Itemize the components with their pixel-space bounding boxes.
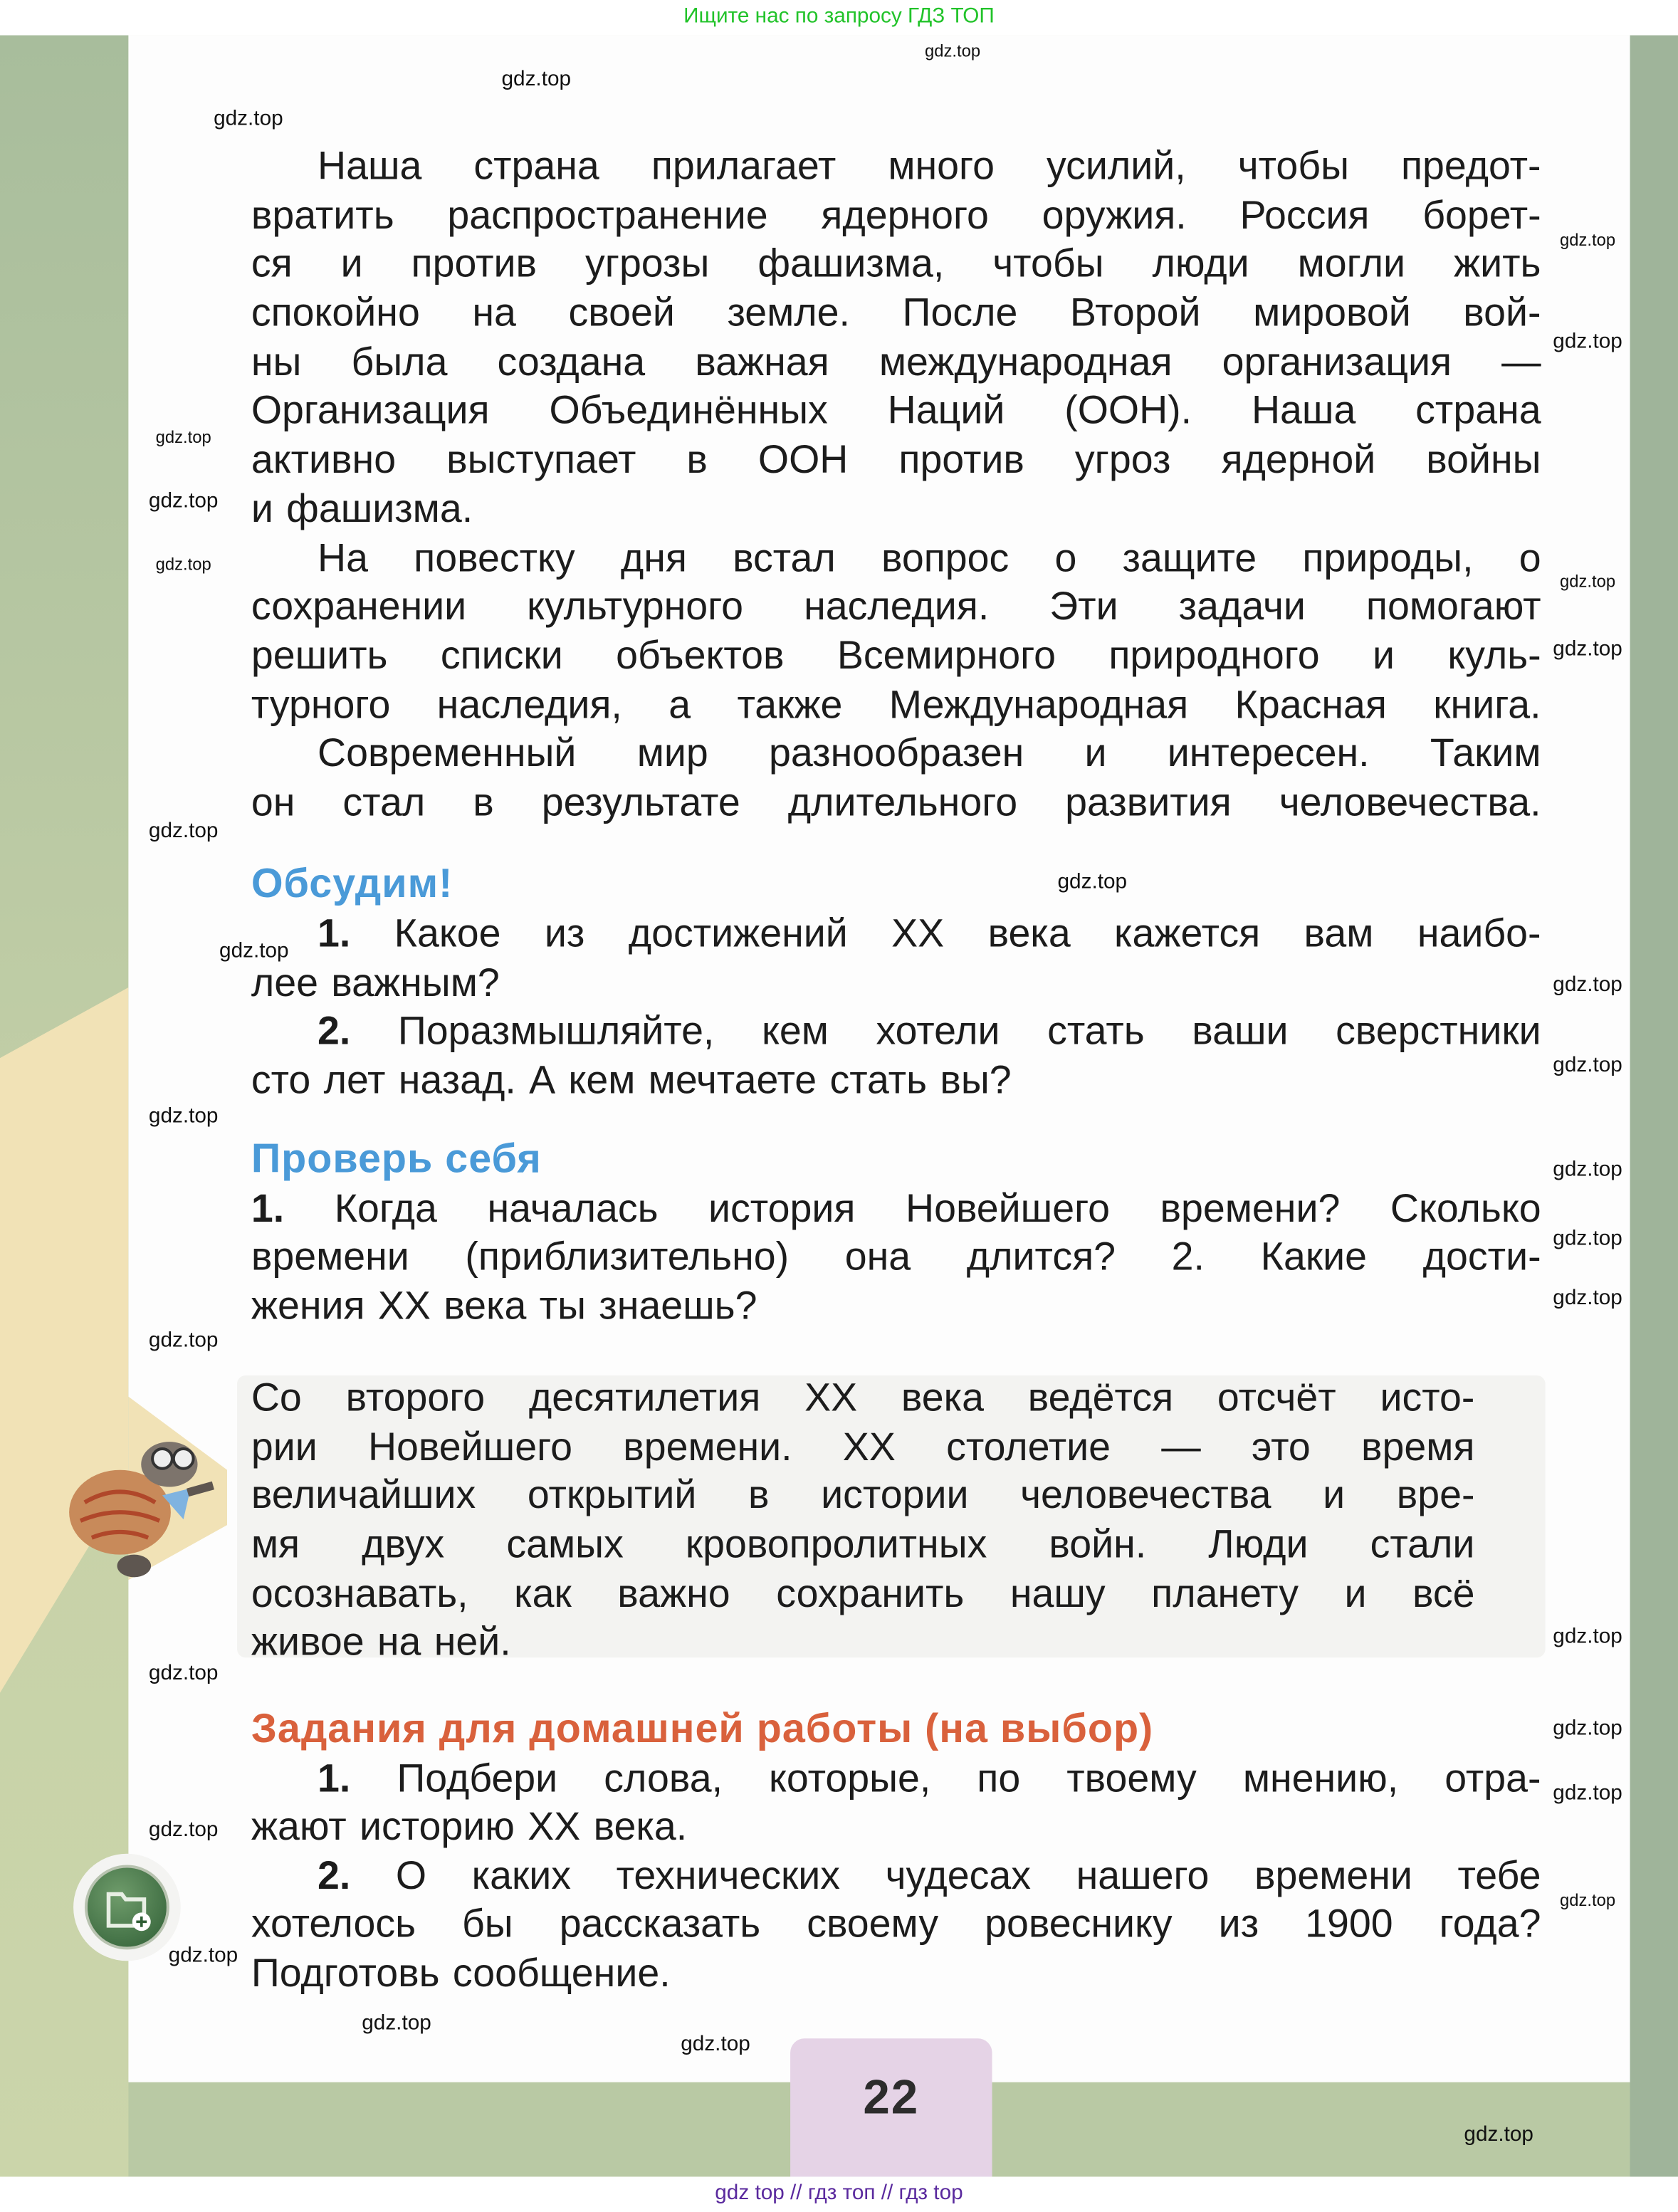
watermark: gdz.top <box>148 1661 219 1685</box>
word: которые, <box>769 1756 931 1800</box>
watermark: gdz.top <box>148 1818 219 1842</box>
item-number-wrap <box>318 1755 350 1803</box>
word: распространение <box>447 193 768 237</box>
word: могли <box>1297 241 1406 285</box>
word: сверстники <box>1336 1008 1541 1053</box>
word: Новейшего <box>905 1186 1110 1230</box>
watermark: gdz.top <box>1464 2122 1533 2147</box>
word: ровеснику <box>985 1902 1173 1946</box>
word: ядерного <box>821 193 989 237</box>
word: — <box>1501 340 1541 384</box>
text-line <box>251 1185 1541 1232</box>
word: важным? <box>331 960 500 1005</box>
word: человечества <box>1020 1472 1271 1517</box>
word: защите <box>1122 535 1257 580</box>
word: встал <box>733 535 836 580</box>
word: также <box>737 683 843 727</box>
word: создана <box>497 340 646 384</box>
word: страна <box>473 144 599 188</box>
text-line <box>251 1057 1541 1104</box>
word: дости- <box>1422 1234 1541 1279</box>
word: хотели <box>876 1008 1000 1053</box>
word: вре- <box>1396 1472 1475 1517</box>
word: угрозы <box>584 241 710 285</box>
heading-homework: Задания для домашней работы (на выбор) <box>251 1707 1154 1753</box>
text-line <box>318 535 1541 582</box>
text-line <box>251 339 1541 387</box>
word: отсчёт <box>1217 1375 1336 1420</box>
text-line <box>251 1618 1541 1666</box>
word: После <box>902 290 1018 335</box>
watermark: gdz.top <box>1553 1157 1622 1182</box>
word: времени. <box>623 1425 792 1469</box>
watermark: gdz.top <box>501 67 572 91</box>
word: века. <box>593 1804 688 1848</box>
word: Второй <box>1069 290 1201 335</box>
word: книга. <box>1433 683 1541 727</box>
page-number: 22 <box>863 2070 920 2125</box>
folder-plus-icon <box>88 1868 167 1947</box>
word: самых <box>506 1522 624 1566</box>
word: хотелось <box>251 1902 416 1946</box>
word: Наций <box>887 387 1005 432</box>
word: природы, <box>1302 535 1474 580</box>
text-line <box>251 1423 1475 1471</box>
word: каких <box>471 1853 572 1898</box>
word: лее <box>251 960 318 1005</box>
word: как <box>514 1571 572 1615</box>
text-line <box>251 1233 1541 1281</box>
word: стали <box>1370 1522 1475 1566</box>
word: столетие <box>946 1425 1111 1469</box>
word: истории <box>821 1472 969 1517</box>
word: он <box>251 780 295 824</box>
watermark: gdz.top <box>1057 869 1128 894</box>
word: ты <box>539 1284 586 1328</box>
word: исто- <box>1380 1375 1475 1420</box>
word: на <box>377 1619 421 1664</box>
word: жают <box>251 1804 347 1848</box>
word: в <box>686 437 708 481</box>
word: Россия <box>1239 193 1370 237</box>
word: разнообразен <box>769 730 1024 775</box>
word: О <box>395 1853 427 1898</box>
word: жить <box>1453 241 1541 285</box>
word: из <box>1218 1902 1259 1946</box>
word: вратить <box>251 193 394 237</box>
word: фашизма, <box>757 241 945 285</box>
word: важная <box>695 340 829 384</box>
word: ведётся <box>1027 1375 1174 1420</box>
word: сто <box>251 1058 311 1102</box>
item-number-wrap <box>318 1007 350 1055</box>
word: осознавать, <box>251 1571 468 1615</box>
word: ны <box>251 340 302 384</box>
word: результате <box>541 780 740 824</box>
word: Подготовь <box>251 1951 440 1995</box>
word: Люди <box>1208 1522 1309 1566</box>
word: мечтаете <box>648 1058 817 1102</box>
word: величайших <box>251 1472 476 1517</box>
watermark: gdz.top <box>1560 1890 1616 1910</box>
word: Поразмышляйте, <box>397 1008 715 1053</box>
word: второго <box>345 1375 486 1420</box>
word: списки <box>440 633 563 678</box>
word: нашу <box>1010 1571 1106 1615</box>
word: Когда <box>334 1186 437 1230</box>
word: отра- <box>1444 1756 1541 1800</box>
word: Объединённых <box>549 387 828 432</box>
text-line <box>318 1007 1541 1055</box>
word: ООН <box>757 437 849 481</box>
text-line <box>251 240 1541 288</box>
word: стал <box>342 780 426 824</box>
word: объектов <box>616 633 785 678</box>
word: природного <box>1108 633 1320 678</box>
word: против <box>898 437 1024 481</box>
text-line <box>251 779 1541 827</box>
watermark: gdz.top <box>155 554 211 575</box>
word: задачи <box>1178 584 1306 628</box>
word: назад. <box>398 1058 516 1102</box>
word: наибо- <box>1417 911 1541 955</box>
word: Всемирного <box>837 633 1056 678</box>
word: ядерной <box>1221 437 1376 481</box>
text-line <box>318 910 1541 958</box>
word: активно <box>251 437 397 481</box>
item-number-wrap <box>318 1852 350 1900</box>
word: Таким <box>1430 730 1541 775</box>
heading-discuss: Обсудим! <box>251 861 453 908</box>
word: бы <box>462 1902 513 1946</box>
word: это <box>1251 1425 1311 1469</box>
word: времени <box>251 1234 409 1279</box>
word: лет <box>323 1058 386 1102</box>
word: двух <box>362 1522 445 1566</box>
item-number-wrap <box>251 1185 284 1232</box>
word: мнению, <box>1242 1756 1399 1800</box>
text-line <box>251 959 1541 1007</box>
word: страна <box>1415 387 1541 432</box>
word: На <box>318 535 368 580</box>
text-line <box>251 1900 1541 1948</box>
text-line <box>251 1374 1475 1422</box>
word: началась <box>487 1186 659 1230</box>
item-number: 1. <box>318 1756 351 1800</box>
text-line <box>251 1472 1475 1519</box>
word: тебе <box>1457 1853 1541 1898</box>
word: из <box>544 911 585 955</box>
word: земле. <box>727 290 850 335</box>
text-line <box>251 387 1541 434</box>
top-banner[interactable]: Ищите нас по запросу ГДЗ ТОП <box>0 0 1678 36</box>
word: Какие <box>1260 1234 1368 1279</box>
word: оружия. <box>1042 193 1187 237</box>
word: время <box>1361 1425 1475 1469</box>
word: и <box>1344 1571 1367 1615</box>
word: чтобы <box>992 241 1104 285</box>
word: и <box>251 486 273 531</box>
word: вы? <box>940 1058 1012 1102</box>
word: в <box>473 780 494 824</box>
watermark: gdz.top <box>219 938 289 963</box>
text-line <box>318 142 1541 190</box>
watermark: gdz.top <box>1553 1624 1622 1649</box>
word: культурного <box>527 584 744 628</box>
watermark: gdz.top <box>681 2032 750 2057</box>
watermark: gdz.top <box>168 1943 238 1968</box>
text-line <box>251 1803 1541 1850</box>
word: XX <box>804 1375 858 1420</box>
word: угроз <box>1074 437 1171 481</box>
word: и <box>1323 1472 1346 1517</box>
word: XX <box>377 1284 431 1328</box>
word: наследия, <box>436 683 622 727</box>
turtle-illustration-icon <box>63 1425 219 1587</box>
word: кажется <box>1114 911 1261 955</box>
watermark: gdz.top <box>148 1104 219 1128</box>
word: XX <box>528 1804 581 1848</box>
word: о <box>1519 535 1541 580</box>
word: против <box>411 241 538 285</box>
text-line <box>251 436 1541 483</box>
word: времени <box>1254 1853 1412 1898</box>
word: сохранении <box>251 584 467 628</box>
word: Красная <box>1234 683 1387 727</box>
text-line <box>251 632 1541 680</box>
word: нашего <box>1076 1853 1210 1898</box>
word: (приблизительно) <box>465 1234 790 1279</box>
word: люди <box>1152 241 1249 285</box>
word: развития <box>1065 780 1232 824</box>
text-line <box>251 1949 1541 1997</box>
word: ваши <box>1192 1008 1289 1053</box>
word: живое <box>251 1619 365 1664</box>
word: фашизма. <box>286 486 473 531</box>
watermark: gdz.top <box>214 106 283 131</box>
word: стать <box>1047 1008 1145 1053</box>
word: стать <box>829 1058 928 1102</box>
word: и <box>1084 730 1107 775</box>
word: Новейшего <box>367 1425 572 1469</box>
watermark: gdz.top <box>155 427 211 448</box>
word: Сколько <box>1390 1186 1541 1230</box>
word: XX <box>891 911 945 955</box>
word: важно <box>617 1571 730 1615</box>
word: наследия. <box>804 584 990 628</box>
word: усилий, <box>1046 144 1186 188</box>
item-number: 2. <box>318 1008 351 1053</box>
watermark: gdz.top <box>1553 1716 1622 1741</box>
word: в <box>748 1472 770 1517</box>
word: технических <box>616 1853 841 1898</box>
word: а <box>668 683 691 727</box>
word: и <box>1373 633 1395 678</box>
word: вам <box>1304 911 1374 955</box>
word: года? <box>1439 1902 1541 1946</box>
word: дня <box>620 535 687 580</box>
watermark: gdz.top <box>925 41 981 61</box>
text-line <box>251 192 1541 239</box>
word: о <box>1054 535 1077 580</box>
word: кем <box>568 1058 636 1102</box>
word: Наша <box>1251 387 1356 432</box>
word: человечества. <box>1279 780 1541 824</box>
item-number-wrap <box>318 910 350 958</box>
word: интересен. <box>1167 730 1370 775</box>
word: помогают <box>1365 584 1541 628</box>
watermark: gdz.top <box>1553 636 1622 661</box>
watermark: gdz.top <box>1560 571 1616 592</box>
text-line <box>251 1521 1475 1568</box>
word: А <box>529 1058 556 1102</box>
text-line <box>251 582 1541 630</box>
word: историю <box>359 1804 515 1848</box>
text-line <box>251 486 1541 533</box>
word: история <box>708 1186 856 1230</box>
word: времени? <box>1160 1186 1341 1230</box>
text-line <box>318 729 1541 777</box>
word: сохранить <box>776 1571 965 1615</box>
word: мировой <box>1253 290 1411 335</box>
word: турного <box>251 683 391 727</box>
word: 2. <box>1171 1234 1205 1279</box>
word: много <box>888 144 995 188</box>
text-line <box>251 681 1541 729</box>
word: на <box>472 290 516 335</box>
word: рии <box>251 1425 318 1469</box>
watermark: gdz.top <box>148 1328 219 1353</box>
word: сообщение. <box>452 1951 671 1995</box>
watermark: gdz.top <box>1560 229 1616 250</box>
word: ся <box>251 241 293 285</box>
word: века <box>987 911 1071 955</box>
watermark: gdz.top <box>1553 973 1622 997</box>
text-line <box>251 289 1541 337</box>
word: знаешь? <box>599 1284 757 1328</box>
word: вопрос <box>881 535 1010 580</box>
word: мир <box>636 730 708 775</box>
word: решить <box>251 633 388 678</box>
word: планету <box>1151 1571 1299 1615</box>
watermark: gdz.top <box>1553 1286 1622 1310</box>
word: она <box>844 1234 911 1279</box>
word: Наша <box>318 144 422 188</box>
word: рассказать <box>559 1902 761 1946</box>
watermark: gdz.top <box>148 819 219 843</box>
word: XX <box>842 1425 896 1469</box>
word: чтобы <box>1237 144 1349 188</box>
word: своему <box>807 1902 939 1946</box>
word: длительного <box>787 780 1018 824</box>
word: века <box>901 1375 985 1420</box>
word: десятилетия <box>528 1375 761 1420</box>
word: Какое <box>394 911 501 955</box>
word: кем <box>761 1008 829 1053</box>
word: всё <box>1412 1571 1475 1615</box>
word: жения <box>251 1284 365 1328</box>
word: предот- <box>1400 144 1541 188</box>
word: войн. <box>1049 1522 1147 1566</box>
word: Со <box>251 1375 302 1420</box>
word: Международная <box>888 683 1189 727</box>
word: Современный <box>318 730 577 775</box>
word: века <box>444 1284 527 1328</box>
watermark: gdz.top <box>1553 329 1622 354</box>
word: слова, <box>604 1756 723 1800</box>
word: войны <box>1426 437 1541 481</box>
text-line <box>318 1755 1541 1803</box>
word: борет- <box>1422 193 1541 237</box>
add-to-folder-button[interactable] <box>73 1854 181 1961</box>
word: своей <box>568 290 675 335</box>
word: чудесах <box>885 1853 1032 1898</box>
watermark: gdz.top <box>1553 1053 1622 1077</box>
word: Эти <box>1049 584 1118 628</box>
word: ней. <box>434 1619 511 1664</box>
word: — <box>1161 1425 1201 1469</box>
item-number: 2. <box>318 1853 351 1898</box>
word: куль- <box>1447 633 1541 678</box>
watermark: gdz.top <box>148 488 219 513</box>
word: выступает <box>446 437 636 481</box>
word: повестку <box>414 535 575 580</box>
item-number: 1. <box>251 1186 285 1230</box>
word: твоему <box>1066 1756 1197 1800</box>
word: достижений <box>628 911 848 955</box>
word: длится? <box>966 1234 1116 1279</box>
word: вой- <box>1463 290 1541 335</box>
word: открытий <box>527 1472 697 1517</box>
word: по <box>977 1756 1021 1800</box>
item-number: 1. <box>318 911 351 955</box>
heading-check-yourself: Проверь себя <box>251 1137 542 1183</box>
watermark: gdz.top <box>1553 1226 1622 1251</box>
watermark: gdz.top <box>1553 1781 1622 1805</box>
word: прилагает <box>651 144 837 188</box>
word: (ООН). <box>1064 387 1192 432</box>
text-line <box>251 1282 1541 1330</box>
text-line <box>251 1570 1475 1618</box>
word: спокойно <box>251 290 420 335</box>
word: Подбери <box>397 1756 558 1800</box>
watermark: gdz.top <box>362 2011 431 2035</box>
text-line <box>318 1852 1541 1900</box>
word: и <box>340 241 363 285</box>
word: 1900 <box>1305 1902 1393 1946</box>
word: была <box>351 340 448 384</box>
footer-links[interactable]: gdz top // гдз топ // гдз top <box>0 2176 1678 2212</box>
word: международная <box>879 340 1173 384</box>
word: Организация <box>251 387 490 432</box>
word: организация <box>1222 340 1452 384</box>
word: кровопролитных <box>685 1522 987 1566</box>
right-margin-decoration <box>1630 36 1678 2177</box>
word: мя <box>251 1522 300 1566</box>
